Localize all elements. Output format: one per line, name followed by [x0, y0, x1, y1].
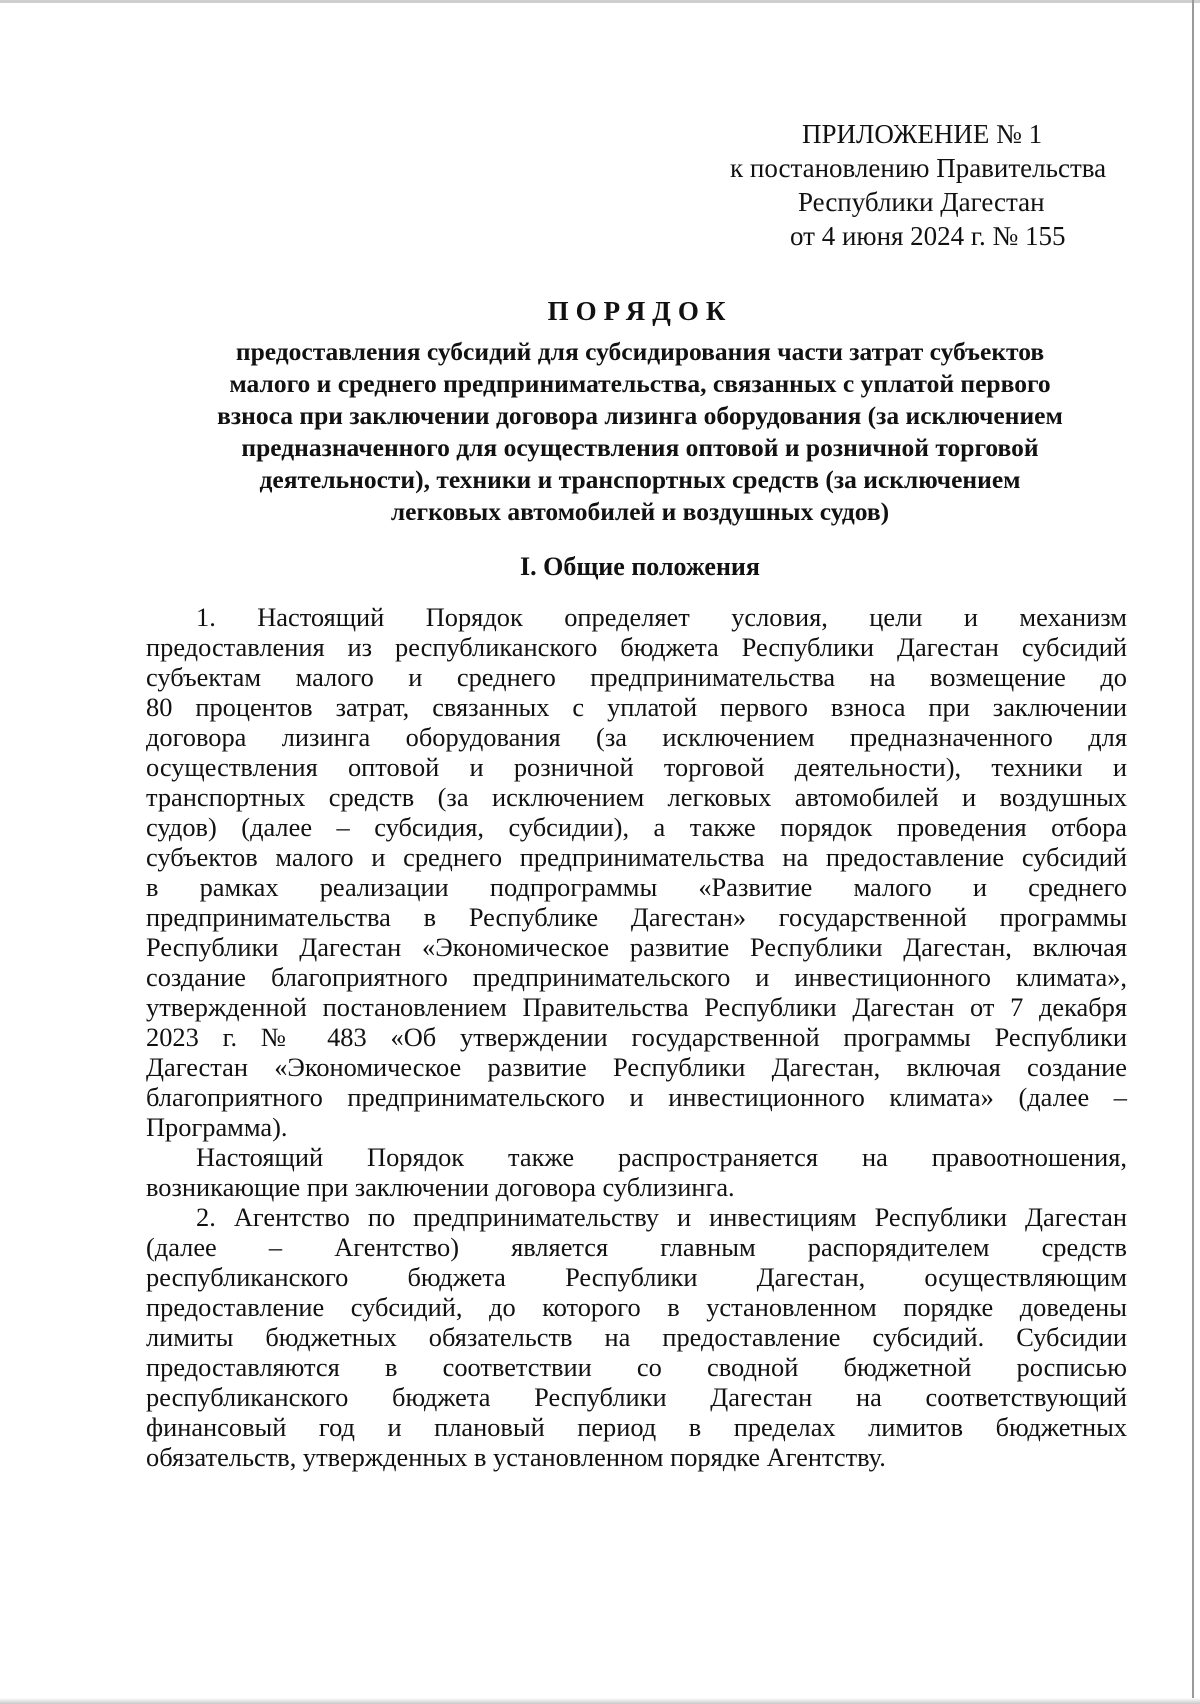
paragraph-1-line: в рамках реализации подпрограммы «Развитие малого и среднего — [146, 872, 1127, 902]
scan-bottom-edge — [0, 1698, 1200, 1704]
subtitle-line: взноса при заключении договора лизинга оборудования (за исключением — [217, 401, 1063, 430]
paragraph-1-line: 1. Настоящий Порядок определяет условия, цели и механизм — [196, 602, 1127, 632]
scan-top-edge — [0, 0, 1200, 3]
document-body — [146, 602, 1127, 1472]
document-title: ПОРЯДОК — [547, 296, 733, 326]
paragraph-3-line: республиканского бюджета Республики Дагестан, осуществляющим — [146, 1262, 1127, 1292]
section-heading: I. Общие положения — [520, 552, 760, 581]
paragraph-1-line: субъектам малого и среднего предпринимательства на возмещение до — [146, 662, 1127, 692]
paragraph-1-line: осуществления оптовой и розничной торговой деятельности), техники и — [146, 752, 1127, 782]
subtitle-line: малого и среднего предпринимательства, связанных с уплатой первого — [229, 369, 1051, 398]
paragraph-1-line: транспортных средств (за исключением легковых автомобилей и воздушных — [146, 782, 1127, 812]
paragraph-2-line: Настоящий Порядок также распространяется на правоотношения, — [196, 1142, 1127, 1172]
document-subtitle — [150, 336, 1130, 528]
paragraph-1-line: 80 процентов затрат, связанных с уплатой первого взноса при заключении — [146, 692, 1127, 722]
paragraph-1-line: Программа). — [146, 1112, 288, 1142]
scan-right-edge — [1192, 0, 1194, 1704]
subtitle-line: легковых автомобилей и воздушных судов) — [390, 497, 890, 526]
paragraph-3-line: предоставляются в соответствии со сводной бюджетной росписью — [146, 1352, 1127, 1382]
paragraph-1-line: создание благоприятного предпринимательского и инвестиционного климата», — [146, 962, 1127, 992]
attachment-date: от 4 июня 2024 г. № 155 — [790, 221, 1066, 251]
paragraph-1-line: договора лизинга оборудования (за исключением предназначенного для — [146, 722, 1127, 752]
paragraph-1-line: предпринимательства в Республике Дагестан» государственной программы — [146, 902, 1127, 932]
subtitle-line: предназначенного для осуществления оптовой и розничной торговой — [241, 433, 1039, 462]
paragraph-1-line: предоставления из республиканского бюджета Республики Дагестан субсидий — [146, 632, 1127, 662]
paragraph-3-line: 2. Агентство по предпринимательству и инвестициям Республики Дагестан — [196, 1202, 1127, 1232]
paragraph-1-line: Республики Дагестан «Экономическое развитие Республики Дагестан, включая — [146, 932, 1127, 962]
subtitle-line: деятельности), техники и транспортных средств (за исключением — [259, 465, 1021, 494]
attachment-resolution: к постановлению Правительства — [730, 153, 1107, 183]
subtitle-line: предоставления субсидий для субсидирования части затрат субъектов — [235, 337, 1045, 366]
paragraph-1-line: судов) (далее – субсидия, субсидии), а также порядок проведения отбора — [146, 812, 1127, 842]
paragraph-1-line: субъектов малого и среднего предпринимательства на предоставление субсидий — [146, 842, 1127, 872]
paragraph-1-line: 2023 г. № 483 «Об утверждении государственной программы Республики — [146, 1022, 1127, 1052]
paragraph-3-line: (далее – Агентство) является главным распорядителем средств — [146, 1232, 1127, 1262]
paragraph-3-line: предоставление субсидий, до которого в установленном порядке доведены — [146, 1292, 1127, 1322]
attachment-block — [730, 117, 1110, 253]
paragraph-3-line: лимиты бюджетных обязательств на предоставление субсидий. Субсидии — [146, 1322, 1127, 1352]
paragraph-2-line: возникающие при заключении договора сублизинга. — [146, 1172, 735, 1202]
paragraph-3-line: республиканского бюджета Республики Дагестан на соответствующий — [146, 1382, 1127, 1412]
attachment-number: ПРИЛОЖЕНИЕ № 1 — [802, 119, 1043, 149]
attachment-republic: Республики Дагестан — [798, 187, 1045, 217]
paragraph-1-line: утвержденной постановлением Правительства Республики Дагестан от 7 декабря — [146, 992, 1127, 1022]
paragraph-3-line: финансовый год и плановый период в пределах лимитов бюджетных — [146, 1412, 1127, 1442]
paragraph-1-line: благоприятного предпринимательского и инвестиционного климата» (далее – — [146, 1082, 1127, 1112]
paragraph-1-line: Дагестан «Экономическое развитие Республики Дагестан, включая создание — [146, 1052, 1127, 1082]
paragraph-3-line: обязательств, утвержденных в установленном порядке Агентству. — [146, 1442, 886, 1472]
